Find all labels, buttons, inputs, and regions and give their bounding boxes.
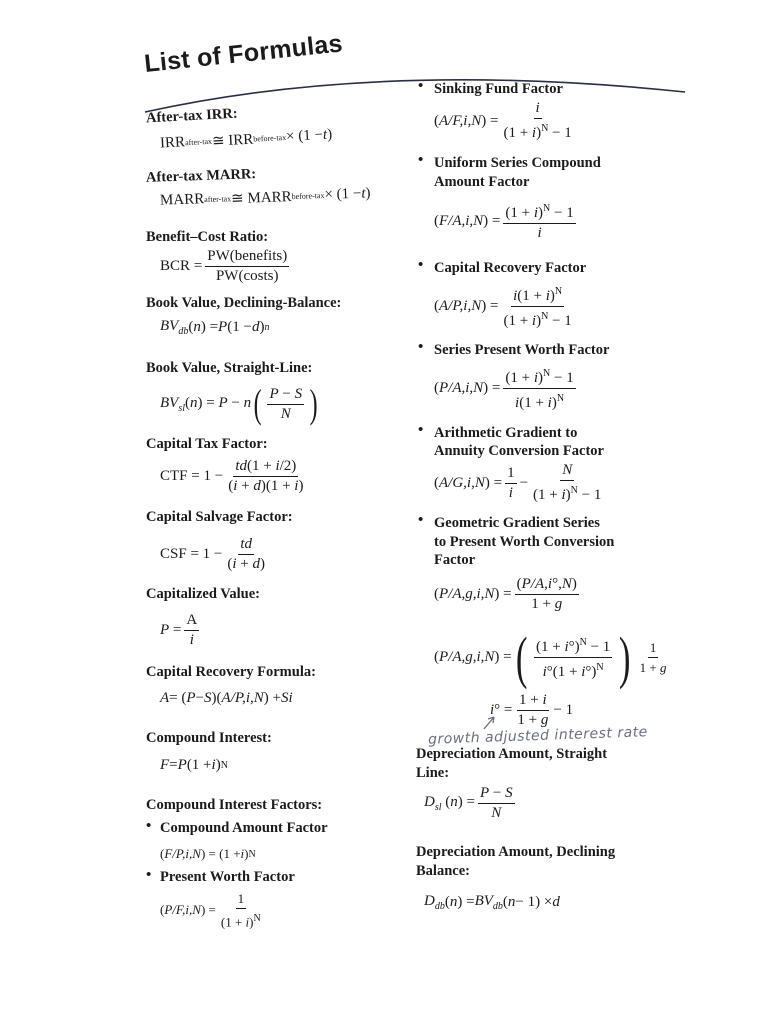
eq-depreciation-db: $D_{db}$ ( n ) = $BV_{db}$ ( n − 1) × d: [424, 893, 560, 912]
heading-sinking-fund-factor: Sinking Fund Factor: [434, 81, 563, 97]
heading-capital-salvage-factor: Capital Salvage Factor:: [146, 509, 293, 525]
heading-series-present-worth-factor: Series Present Worth Factor: [434, 342, 610, 358]
eq-growth-adjusted-rate: i° = $\frac{1 + i}{1 + g}$ − 1: [490, 692, 574, 728]
eq-capitalized-value: P = $\frac{A}{i}$: [160, 612, 198, 648]
eq-capital-salvage-factor: CSF = 1 − $\frac{td}{(i + d)}$: [160, 536, 265, 572]
heading-annuity-conversion: Annuity Conversion Factor: [434, 443, 604, 459]
heading-uniform-series-compound: Uniform Series Compound: [434, 155, 601, 171]
heading-compound-amount-factor: Compound Amount Factor: [160, 820, 328, 836]
eq-uniform-series-compound: (F/A,i,N) = $\frac{(1 + i)^N - 1}{i}$: [434, 200, 579, 242]
eq-geometric-gradient-2: (P/A,g,i,N) = ( $\frac{(1 + i^\circ)^N - 1}{i^\circ(1 + i^\circ)^N}$ ) $\frac{1}{1 + g}$: [434, 624, 667, 690]
eq-book-value-db: $BV_{db}$ ( n ) = P (1 − d ) n: [160, 318, 270, 337]
heading-arithmetic-gradient: Arithmetic Gradient to: [434, 425, 578, 441]
page-title: List of Formulas: [142, 29, 345, 79]
heading-factor: Factor: [434, 552, 476, 568]
eq-capital-tax-factor: CTF = 1 − $\frac{td(1 + i/2)}{(i + d)(1 + i)}$: [160, 458, 304, 494]
heading-depreciation-db: Depreciation Amount, Declining: [416, 844, 616, 860]
handwritten-note: growth adjusted interest rate: [427, 724, 649, 748]
heading-book-value-db: Book Value, Declining-Balance:: [146, 295, 342, 311]
heading-capitalized-value: Capitalized Value:: [146, 586, 260, 602]
heading-amount-factor: Amount Factor: [434, 174, 530, 190]
eq-present-worth-factor: (P/F,i,N) = $\frac{1}{(1 + i)^N}$: [160, 891, 261, 930]
heading-to-present-worth: to Present Worth Conversion: [434, 534, 615, 550]
heading-compound-interest: Compound Interest:: [146, 730, 272, 746]
heading-present-worth-factor: Present Worth Factor: [160, 869, 295, 885]
eq-sinking-fund-factor: (A/F,i,N) = $\frac{i}{(1 + i)^N - 1}$: [434, 100, 572, 141]
formula-sheet-page: List of Formulas After-tax IRR: IRR after-tax ≅ IRR $^{before-tax}$ × (1 − t ) After-tax MARR: MARR after-tax ≅ MARR $^{before-tax}$ × (1 − t ) Benefit–Cost Ratio: BCR = $\frac{\text{PW(benefits)}}{\text{PW(costs)}}$ Book Value, Declining-Balance: $BV_{db}$ ( n ) = P (1 − d ) n Book Value, Straight-Line: $BV_{sl}(n) = P - n$ ( $\frac{P - S}{N}$ ) Capital Tax Factor: CTF = 1 − $\frac{td(1 + i/2)}{(i + d)(1 + i)}$ Capital Salvage Factor: CSF = 1 − $\frac{td}{(i + d)}$ Capitalized Value: P = $\frac{A}{i}$ Capital Recovery Formula: A = ( P − S )( A/P,i,N ) + Si Compound Interest: F = P (1 + i ) N Compound Interest Factors: • Compound Amount Factor ( F/P,i,N ) = (1 + i ) N • Present Worth Factor (P/F,i,N) = $\frac{1}{(1 + i)^N}$ • Sinking Fund Factor (A/F,i,N) = $\frac{i}{(1 + i)^N - 1}$ • Uniform Series Compound Amount Factor (F/A,i,N) = $\frac{(1 + i)^N - 1}{i}$ • Capital Recovery Factor (A/P,i,N) = $\frac{i(1 + i)^N}{(1 + i)^N - 1}$ • Series Present Worth Factor (P/A,i,N) = $\frac{(1 + i)^N - 1}{i(1 + i)^N}$ • Arithmetic Gradient to Annuity Conversion Factor (A/G,i,N) = $\frac{1}{i}$ − $\frac{N}{(1 + i)^N - 1}$ • Geometric Gradient Series to Present Worth Conversion Factor (P/A,g,i,N) = $\frac{(P/A,i^\circ,N)}{1 + g}$ (P/A,g,i,N) = ( $\frac{(1 + i^\circ)^N - 1}{i^\circ(1 + i^\circ)^N}$ ) $\frac{1}{1 + g}$ i° = $\frac{1 + i}{1 + g}$ − 1 growth adjusted interest rate Depreciation Amount, Straight Line: $D_{sl}$ (n) = $\frac{P - S}{N}$ Depreciation Amount, Declining Balance: $D_{db}$ ( n ) = $BV_{db}$ ( n − 1) × d: [0, 0, 768, 1024]
heading-capital-recovery-factor: Capital Recovery Factor: [434, 260, 587, 276]
heading-depreciation-sl-line: Line:: [416, 765, 450, 781]
heading-after-tax-irr: After-tax IRR:: [145, 105, 239, 127]
heading-depreciation-sl: Depreciation Amount, Straight: [416, 746, 608, 762]
eq-compound-interest: F = P (1 + i ) N: [160, 757, 228, 773]
heading-after-tax-marr: After-tax MARR:: [145, 166, 257, 186]
eq-benefit-cost-ratio: BCR = $\frac{\text{PW(benefits)}}{\text{PW(costs)}}$: [160, 248, 288, 284]
eq-after-tax-irr: IRR after-tax ≅ IRR $^{before-tax}$ × (1 − t ): [159, 126, 333, 152]
eq-after-tax-marr: MARR after-tax ≅ MARR $^{before-tax}$ × (1 − t ): [159, 185, 371, 209]
heading-geometric-gradient-series: Geometric Gradient Series: [434, 515, 600, 531]
eq-compound-amount-factor: ( F/P,i,N ) = (1 + i ) N: [160, 846, 256, 861]
eq-arithmetic-gradient: (A/G,i,N) = $\frac{1}{i}$ − $\frac{N}{(1 + i)^N - 1}$: [434, 462, 602, 503]
eq-capital-recovery-formula: A = ( P − S )( A/P,i,N ) + Si: [160, 690, 293, 706]
heading-benefit-cost-ratio: Benefit–Cost Ratio:: [146, 229, 269, 245]
eq-capital-recovery-factor: (A/P,i,N) = $\frac{i(1 + i)^N}{(1 + i)^N - 1}$: [434, 283, 577, 330]
heading-capital-recovery-formula: Capital Recovery Formula:: [146, 664, 316, 680]
heading-book-value-sl: Book Value, Straight-Line:: [146, 360, 313, 376]
eq-geometric-gradient-1: (P/A,g,i,N) = $\frac{(P/A,i^\circ,N)}{1 + g}$: [434, 576, 577, 612]
eq-book-value-sl: $BV_{sl}(n) = P - n$ ( $\frac{P - S}{N}$ ): [160, 381, 318, 426]
heading-capital-tax-factor: Capital Tax Factor:: [146, 436, 268, 452]
eq-depreciation-sl: $D_{sl}$ (n) = $\frac{P - S}{N}$: [424, 785, 513, 821]
eq-series-present-worth-factor: (P/A,i,N) = $\frac{(1 + i)^N - 1}{i(1 + i)^N}$: [434, 365, 579, 412]
heading-depreciation-db-balance: Balance:: [416, 863, 470, 879]
heading-compound-interest-factors: Compound Interest Factors:: [146, 797, 323, 813]
